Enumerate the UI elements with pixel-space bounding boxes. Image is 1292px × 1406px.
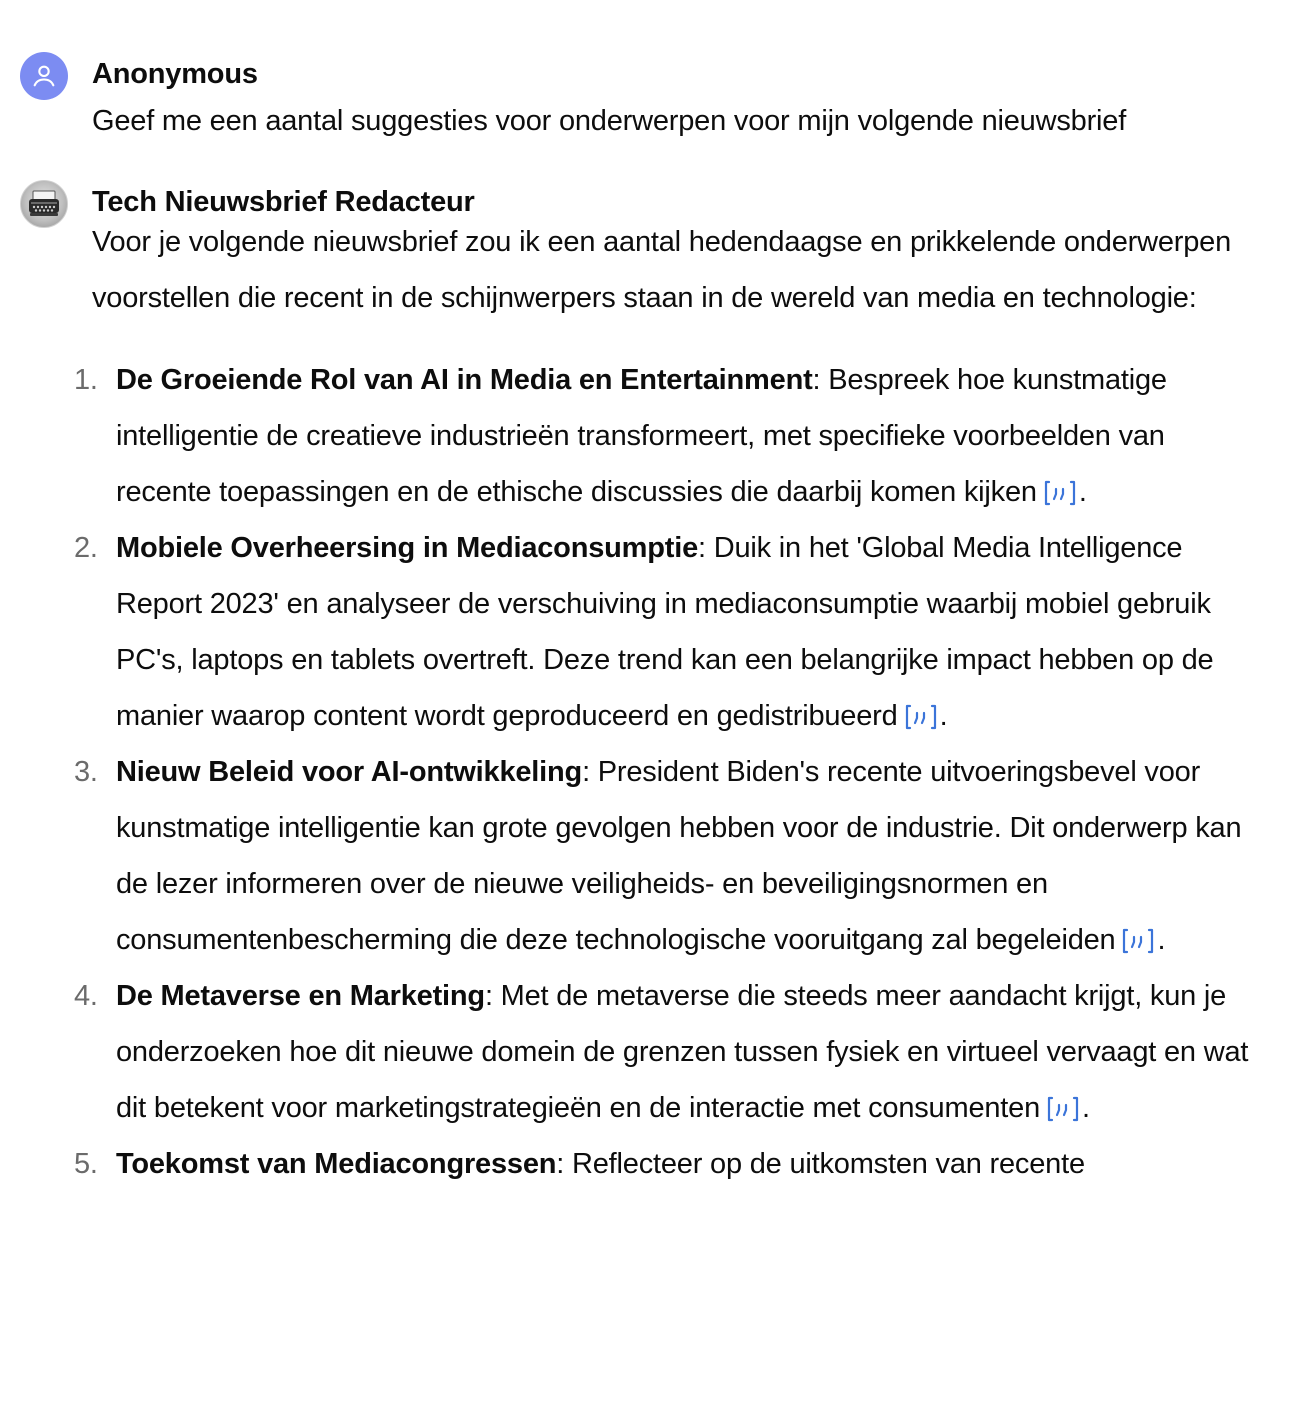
list-item-text: : Duik in het 'Global Media Intelligence Report 2023' en analyseer de verschuiving in mediaconsumptie waarbij mobiel gebruik PC's, laptops en tablets overtreft. Deze trend kan een belangrijke impact hebben op de manier waarop content wordt geproduceerd en gedistribueerd: [116, 532, 1214, 732]
assistant-author-name: Tech Nieuwsbrief Redacteur: [92, 186, 475, 218]
list-item: [32, 520, 1252, 744]
user-icon: [30, 62, 58, 90]
citation-button[interactable]: [1046, 1095, 1080, 1123]
user-message-text: Geef me een aantal suggesties voor onderwerpen voor mijn volgende nieuwsbrief: [92, 105, 1127, 137]
list-item-title: De Groeiende Rol van AI in Media en Entertainment: [116, 364, 813, 396]
list-item-text: : Bespreek hoe kunstmatige intelligentie de creatieve industrieën transformeert, met specifieke voorbeelden van recente toepassingen en de ethische discussies die daarbij komen kijken: [116, 364, 1167, 508]
assistant-avatar: [20, 180, 68, 228]
citation-button[interactable]: [904, 703, 938, 731]
list-item-end: .: [1082, 1092, 1090, 1124]
list-item: [32, 968, 1252, 1136]
list-item-text: : President Biden's recente uitvoeringsbevel voor kunstmatige intelligentie kan grote gevolgen hebben voor de industrie. Dit onderwerp kan de lezer informeren over de nieuwe veiligheids- en beveiligingsnormen en consumentenbescherming die deze technologische vooruitgang zal begeleiden: [116, 756, 1242, 956]
list-item-number: 1.: [74, 364, 98, 396]
list-item-title: Nieuw Beleid voor AI-ontwikkeling: [116, 756, 583, 788]
list-item-title: Toekomst van Mediacongressen: [116, 1148, 557, 1180]
list-item-end: .: [939, 700, 948, 732]
suggestion-list: [32, 352, 1252, 1192]
list-item-number: 2.: [74, 532, 98, 564]
list-item-text: : Reflecteer op de uitkomsten van recente: [556, 1148, 1085, 1180]
user-author-name: Anonymous: [92, 58, 258, 90]
list-item-end: .: [1157, 924, 1166, 956]
list-item-end: .: [1078, 476, 1087, 508]
typewriter-icon: [24, 184, 64, 224]
quote-citation-icon: [1046, 1095, 1080, 1123]
list-item-number: 4.: [74, 980, 98, 1012]
list-item-number: 3.: [74, 756, 98, 788]
user-avatar: [20, 52, 68, 100]
quote-citation-icon: [1121, 927, 1155, 955]
citation-button[interactable]: [1043, 479, 1077, 507]
list-item-number: 5.: [74, 1148, 98, 1180]
list-item: [32, 1136, 1252, 1192]
quote-citation-icon: [904, 703, 938, 731]
assistant-intro-text: Voor je volgende nieuwsbrief zou ik een aantal hedendaagse en prikkelende onderwerpen voorstellen die recent in de schijnwerpers staan in de wereld van media en technologie:: [92, 226, 1231, 314]
list-item: [32, 352, 1252, 520]
list-item-title: Mobiele Overheersing in Mediaconsumptie: [116, 532, 698, 564]
list-item: [32, 744, 1252, 968]
citation-button[interactable]: [1121, 927, 1155, 955]
quote-citation-icon: [1043, 479, 1077, 507]
list-item-text: : Met de metaverse die steeds meer aandacht krijgt, kun je onderzoeken hoe dit nieuwe domein de grenzen tussen fysiek en virtueel vervaagt en wat dit betekent voor marketingstrategieën en de interactie met consumenten: [116, 980, 1249, 1124]
list-item-title: De Metaverse en Marketing: [116, 980, 485, 1012]
